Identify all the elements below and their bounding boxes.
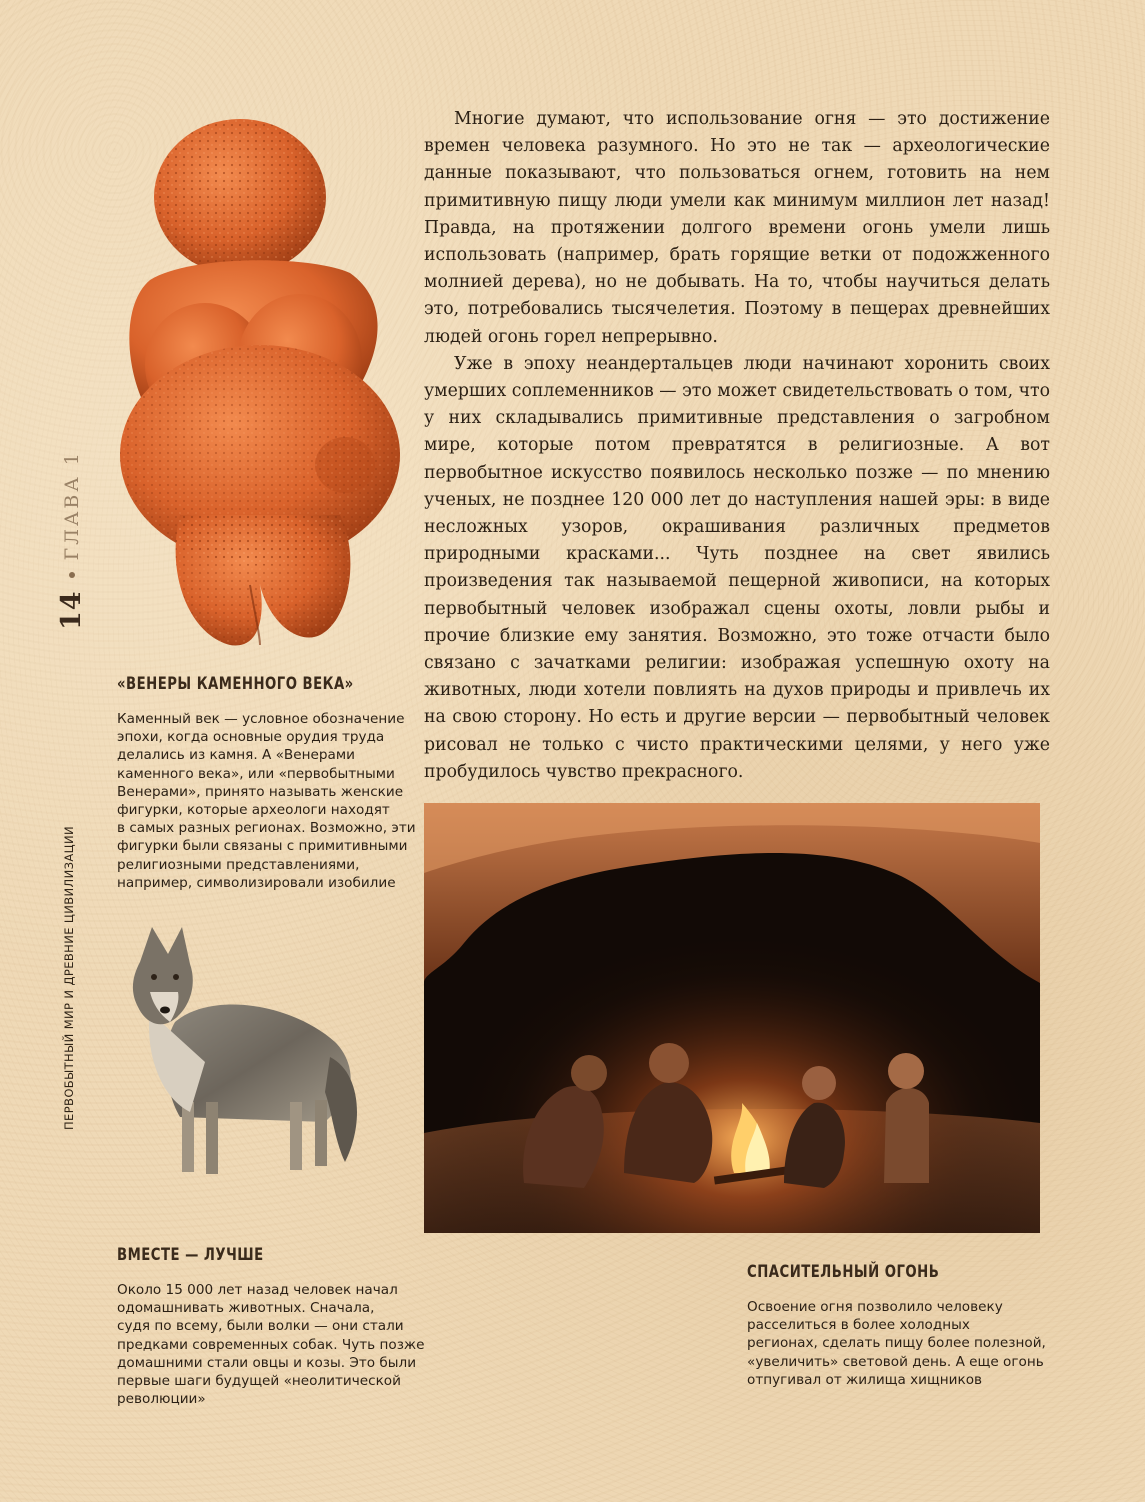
caption-line: каменного века», или «первобытными: [117, 765, 395, 782]
caption-line: отпугивал от жилища хищников: [747, 1371, 983, 1388]
caption-line: религиозными представлениями,: [117, 856, 360, 873]
paragraph-1: Многие думают, что использование огня — это достижение времен человека разумного. Но это не так — археологические данные показывают, что пользоваться огнем, готовить на нем примитивную пищу люди умели как минимум миллион лет назад! Правда, на протяжении долгого времени огонь умели лишь использовать (например, брать горящие ветки от подожженного молнией дерева), но не добывать. На то, чтобы научиться делать это, потребовались тысячелетия. Поэтому в пещерах древнейших людей огонь горел непрерывно.: [424, 109, 1050, 347]
caption-line: делались из камня. А «Венерами: [117, 747, 355, 764]
book-title: ПЕРВОБЫТНЫЙ МИР И ДРЕВНИЕ ЦИВИЛИЗАЦИИ: [62, 826, 76, 1130]
main-article: [424, 106, 1050, 786]
caption-line: Освоение огня позволило человеку: [747, 1299, 1003, 1315]
wolf-caption-title: ВМЕСТЕ — ЛУЧШЕ: [117, 1245, 264, 1265]
caption-line: в самых разных регионах. Возможно, эти: [117, 820, 416, 837]
caption-line: расселиться в более холодных: [747, 1317, 970, 1334]
caption-line: домашними стали овцы и козы. Это были: [117, 1354, 417, 1371]
caption-line: «увеличить» световой день. А еще огонь: [747, 1353, 1044, 1370]
caption-line: фигурки, которые археологи находят: [117, 802, 390, 819]
book-title-margin: [62, 826, 82, 1130]
chapter-label: ГЛАВА 1: [60, 450, 83, 561]
venus-caption-title: «ВЕНЕРЫ КАМЕННОГО ВЕКА»: [117, 674, 354, 694]
chapter-marker: [56, 440, 96, 630]
caption-line: предками современных собак. Чуть позже: [117, 1336, 425, 1353]
caption-line: революции»: [117, 1391, 206, 1408]
wolf-caption-text: [117, 1281, 425, 1408]
caption-line: регионах, сделать пищу более полезной,: [747, 1335, 1046, 1352]
fire-caption-title: СПАСИТЕЛЬНЫЙ ОГОНЬ: [747, 1262, 940, 1282]
caption-line: первые шаги будущей «неолитической: [117, 1373, 401, 1390]
paragraph-2: Уже в эпоху неандертальцев люди начинают хоронить своих умерших соплеменников — это может свидетельствовать о том, что у них складывались примитивные представления о загробном мире, которые потом превратятся в религиозные. А вот первобытное искусство появилось несколько позже — по мнению ученых, не позднее 120 000 лет до наступления нашей эры: в виде несложных узоров, окрашивания различных предметов природными красками... Чуть позднее на свет явились произведения так называемой пещерной живописи, на которых первобытный человек изображал сцены охоты, ловли рыбы и прочие близкие ему занятия. Возможно, это тоже отчасти было связано с зачатками религии: изображая успешную охоту на животных, люди хотели повлиять на духов природы и привлечь их на свою сторону. Но есть и другие версии — первобытный человек рисовал не только с чисто практическими целями, у него уже пробудилось чувство прекрасного.: [424, 353, 1050, 782]
caption-line: эпохи, когда основные орудия труда: [117, 729, 385, 746]
cave-fire-scene-image: [424, 803, 1040, 1233]
page-number: 14: [56, 590, 87, 630]
venus-caption-text: [117, 710, 416, 892]
caption-line: фигурки были связаны с примитивными: [117, 838, 408, 855]
wolf-image: [120, 922, 370, 1182]
separator-dot: [69, 572, 75, 578]
caption-line: Каменный век — условное обозначение: [117, 711, 405, 727]
fire-caption-text: [747, 1298, 1047, 1389]
caption-line: одомашнивать животных. Сначала,: [117, 1300, 375, 1317]
caption-line: например, символизировали изобилие: [117, 874, 396, 891]
caption-line: судя по всему, были волки — они стали: [117, 1318, 404, 1335]
caption-line: Около 15 000 лет назад человек начал: [117, 1282, 398, 1298]
venus-figurine-image: [110, 115, 400, 655]
caption-line: Венерами», принято называть женские: [117, 783, 404, 800]
